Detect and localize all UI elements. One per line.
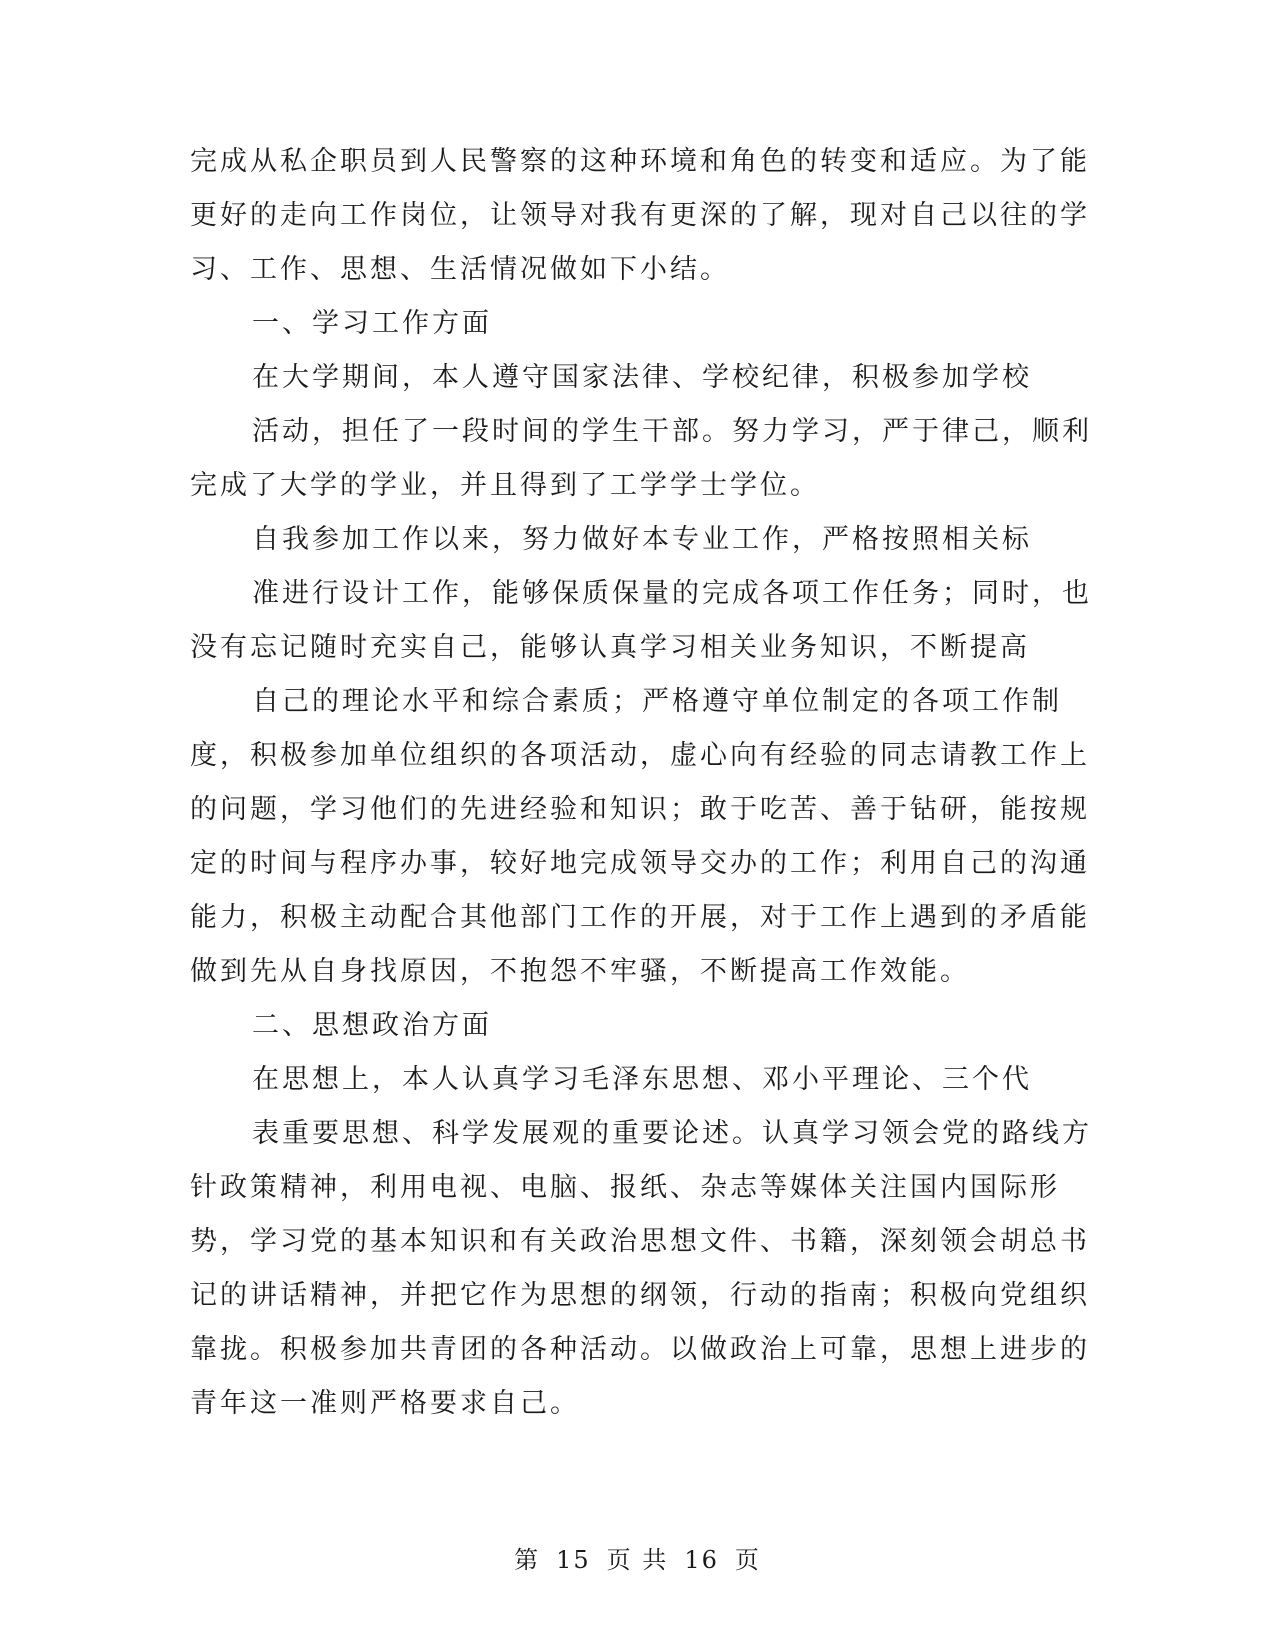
text-line: 势，学习党的基本知识和有关政治思想文件、书籍，深刻领会胡总书 xyxy=(190,1226,1090,1257)
text-line: 表重要思想、科学发展观的重要论述。认真学习领会党的路线方 xyxy=(252,1118,1092,1149)
text-line: 在大学期间，本人遵守国家法律、学校纪律，积极参加学校 xyxy=(252,362,1032,393)
text-line: 自己的理论水平和综合素质；严格遵守单位制定的各项工作制 xyxy=(252,686,1062,717)
footer-suffix: 页 xyxy=(734,1546,761,1574)
text-line: 能力，积极主动配合其他部门工作的开展，对于工作上遇到的矛盾能 xyxy=(190,902,1090,933)
text-line: 自我参加工作以来，努力做好本专业工作，严格按照相关标 xyxy=(252,524,1032,555)
text-line: 没有忘记随时充实自己，能够认真学习相关业务知识，不断提高 xyxy=(190,632,1030,663)
text-line: 度，积极参加单位组织的各项活动，虚心向有经验的同志请教工作上 xyxy=(190,740,1090,771)
total-pages-number: 16 xyxy=(684,1546,719,1574)
text-line: 在思想上，本人认真学习毛泽东思想、邓小平理论、三个代 xyxy=(252,1064,1032,1095)
text-line: 习、工作、思想、生活情况做如下小结。 xyxy=(190,254,730,285)
footer-prefix: 第 xyxy=(514,1546,541,1574)
current-page-number: 15 xyxy=(556,1546,591,1574)
section-heading: 二、思想政治方面 xyxy=(252,1010,492,1041)
text-line: 做到先从自身找原因，不抱怨不牢骚，不断提高工作效能。 xyxy=(190,956,970,987)
page-footer xyxy=(0,1543,1275,1577)
text-line: 针政策精神，利用电视、电脑、报纸、杂志等媒体关注国内国际形 xyxy=(190,1172,1060,1203)
section-heading: 一、学习工作方面 xyxy=(252,308,492,339)
text-line: 更好的走向工作岗位，让领导对我有更深的了解，现对自己以往的学 xyxy=(190,200,1090,231)
text-line: 准进行设计工作，能够保质保量的完成各项工作任务；同时，也 xyxy=(252,578,1092,609)
footer-middle: 页 共 xyxy=(606,1546,669,1574)
text-line: 定的时间与程序办事，较好地完成领导交办的工作；利用自己的沟通 xyxy=(190,848,1090,879)
text-line: 青年这一准则严格要求自己。 xyxy=(190,1388,580,1419)
text-line: 完成从私企职员到人民警察的这种环境和角色的转变和适应。为了能 xyxy=(190,146,1090,177)
text-line: 活动，担任了一段时间的学生干部。努力学习，严于律己，顺利 xyxy=(252,416,1092,447)
text-line: 靠拢。积极参加共青团的各种活动。以做政治上可靠，思想上进步的 xyxy=(190,1334,1090,1365)
text-line: 完成了大学的学业，并且得到了工学学士学位。 xyxy=(190,470,820,501)
text-line: 的问题，学习他们的先进经验和知识；敢于吃苦、善于钻研，能按规 xyxy=(190,794,1090,825)
text-line: 记的讲话精神，并把它作为思想的纲领，行动的指南；积极向党组织 xyxy=(190,1280,1090,1311)
